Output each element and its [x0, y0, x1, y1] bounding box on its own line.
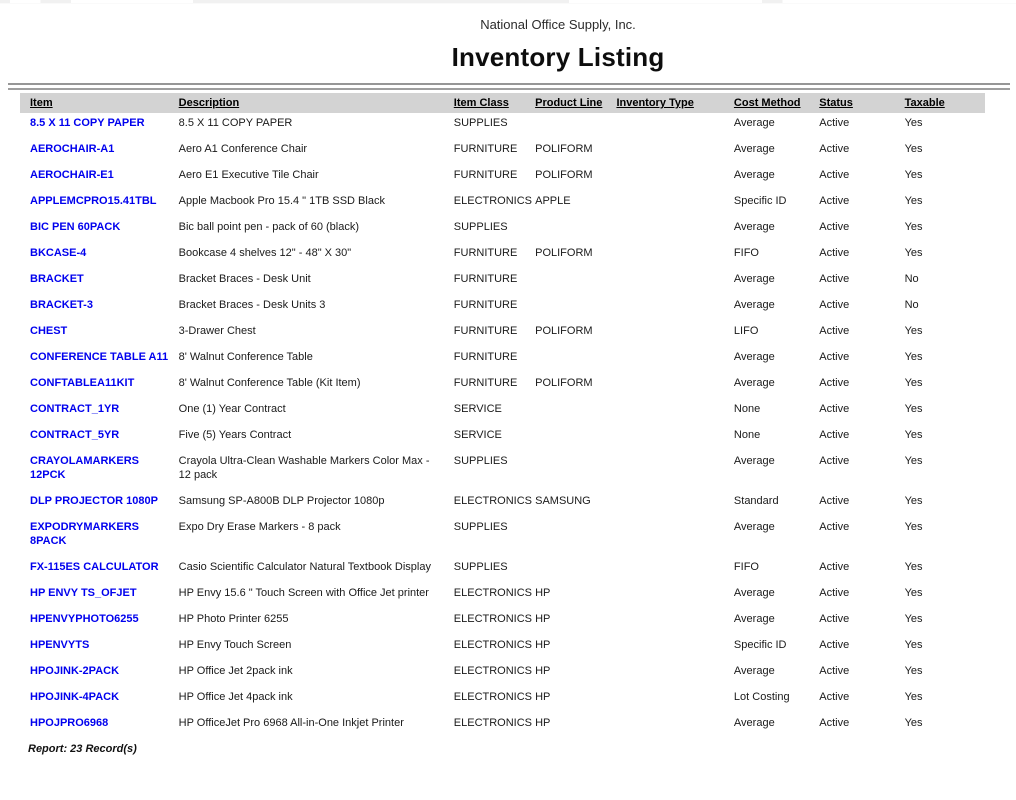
cell-description: HP Envy Touch Screen: [178, 639, 292, 651]
cell-cost_method: Average: [733, 613, 775, 625]
cell-item_class: ELECTRONICS: [453, 639, 533, 651]
cell-taxable: Yes: [904, 587, 923, 599]
cell-cost_method: Average: [733, 521, 775, 533]
table-row: [20, 517, 985, 557]
cell-item_class: FURNITURE: [453, 247, 518, 259]
table-row: [20, 491, 985, 517]
cell-product_line: [535, 295, 616, 321]
table-row: [20, 165, 985, 191]
cell-inventory_type: [616, 373, 733, 399]
cell-status: Active: [819, 247, 850, 259]
cell-product_line: POLIFORM: [535, 143, 593, 155]
table-row: [20, 347, 985, 373]
cell-product_line: HP: [535, 665, 551, 677]
cell-product_line: [535, 113, 616, 139]
item-link[interactable]: CONTRACT_1YR: [30, 403, 120, 415]
item-link[interactable]: 8.5 X 11 COPY PAPER: [30, 117, 145, 129]
cell-cost_method: Specific ID: [733, 195, 787, 207]
cell-item_class: FURNITURE: [453, 143, 518, 155]
cell-item_class: SUPPLIES: [453, 221, 508, 233]
cell-product_line: [535, 517, 616, 557]
cell-description: Bracket Braces - Desk Units 3: [178, 299, 326, 311]
cell-status: Active: [819, 169, 850, 181]
table-row: [20, 295, 985, 321]
cell-product_line: HP: [535, 587, 551, 599]
table-row: [20, 609, 985, 635]
cell-product_line: [535, 217, 616, 243]
cell-taxable: Yes: [904, 247, 923, 259]
cell-product_line: [535, 425, 616, 451]
column-header-taxable: Taxable: [905, 93, 985, 113]
cell-description: One (1) Year Contract: [178, 403, 286, 415]
cell-inventory_type: [616, 321, 733, 347]
item-link[interactable]: BRACKET: [30, 273, 84, 285]
cell-cost_method: Average: [733, 455, 775, 467]
cell-description: Bookcase 4 shelves 12" - 48" X 30": [178, 247, 352, 259]
cell-cost_method: FIFO: [733, 247, 759, 259]
cell-taxable: Yes: [904, 325, 923, 337]
cell-product_line: [535, 451, 616, 491]
cell-product_line: HP: [535, 639, 551, 651]
cell-item_class: ELECTRONICS: [453, 613, 533, 625]
cell-cost_method: Average: [733, 143, 775, 155]
cell-status: Active: [819, 717, 850, 729]
cell-inventory_type: [616, 269, 733, 295]
cell-description: HP Office Jet 4pack ink: [178, 691, 293, 703]
cell-inventory_type: [616, 583, 733, 609]
cell-inventory_type: [616, 517, 733, 557]
item-link[interactable]: HP ENVY TS_OFJET: [30, 587, 137, 599]
table-row: [20, 635, 985, 661]
cell-cost_method: Specific ID: [733, 639, 787, 651]
item-link[interactable]: HPOJINK-2PACK: [30, 665, 120, 677]
table-row: [20, 373, 985, 399]
item-link[interactable]: CHEST: [30, 325, 68, 337]
cell-status: Active: [819, 521, 850, 533]
cell-inventory_type: [616, 609, 733, 635]
cell-status: Active: [819, 377, 850, 389]
cell-status: Active: [819, 455, 850, 467]
cell-inventory_type: [616, 557, 733, 583]
cell-taxable: Yes: [904, 561, 923, 573]
cell-cost_method: Average: [733, 273, 775, 285]
cell-description: 8' Walnut Conference Table (Kit Item): [178, 377, 361, 389]
cell-taxable: Yes: [904, 117, 923, 129]
cell-description: Expo Dry Erase Markers - 8 pack: [178, 521, 341, 533]
cell-status: Active: [819, 273, 850, 285]
column-header-cost_method: Cost Method: [734, 93, 819, 113]
cell-item_class: ELECTRONICS: [453, 691, 533, 703]
cell-product_line: HP: [535, 613, 551, 625]
cell-description: Aero A1 Conference Chair: [178, 143, 308, 155]
cell-status: Active: [819, 429, 850, 441]
item-link[interactable]: CRAYOLAMARKERS 12PCK: [30, 455, 139, 481]
cell-inventory_type: [616, 217, 733, 243]
cell-taxable: Yes: [904, 455, 923, 467]
cell-status: Active: [819, 691, 850, 703]
cell-inventory_type: [616, 347, 733, 373]
cell-cost_method: Average: [733, 299, 775, 311]
item-link[interactable]: APPLEMCPRO15.41TBL: [30, 195, 157, 207]
cell-product_line: SAMSUNG: [535, 495, 591, 507]
cell-taxable: Yes: [904, 351, 923, 363]
cell-description: Bic ball point pen - pack of 60 (black): [178, 221, 360, 233]
table-row: [20, 583, 985, 609]
cell-inventory_type: [616, 139, 733, 165]
cell-description: Five (5) Years Contract: [178, 429, 292, 441]
table-header-row: [20, 93, 985, 113]
cell-product_line: POLIFORM: [535, 247, 593, 259]
cell-cost_method: Average: [733, 351, 775, 363]
table-row: [20, 113, 985, 139]
company-name: National Office Supply, Inc.: [480, 17, 636, 32]
cell-cost_method: Average: [733, 117, 775, 129]
cell-product_line: APPLE: [535, 195, 571, 207]
cell-inventory_type: [616, 635, 733, 661]
cell-status: Active: [819, 587, 850, 599]
cell-inventory_type: [616, 425, 733, 451]
cell-status: Active: [819, 143, 850, 155]
table-row: [20, 557, 985, 583]
cell-description: HP Photo Printer 6255: [178, 613, 289, 625]
cell-description: Casio Scientific Calculator Natural Textbook Display: [178, 561, 431, 573]
item-link[interactable]: BKCASE-4: [30, 247, 87, 259]
cell-product_line: HP: [535, 691, 551, 703]
cell-inventory_type: [616, 191, 733, 217]
report-header: [0, 4, 1016, 73]
table-row: [20, 425, 985, 451]
cell-inventory_type: [616, 713, 733, 739]
item-link[interactable]: HPENVYTS: [30, 639, 90, 651]
cell-item_class: SUPPLIES: [453, 455, 508, 467]
cell-description: Apple Macbook Pro 15.4 " 1TB SSD Black: [178, 195, 385, 207]
table-row: [20, 139, 985, 165]
cell-item_class: FURNITURE: [453, 273, 518, 285]
column-header-product_line: Product Line: [535, 93, 616, 113]
cell-status: Active: [819, 299, 850, 311]
column-header-inventory_type: Inventory Type: [616, 93, 733, 113]
cell-product_line: POLIFORM: [535, 169, 593, 181]
cell-product_line: [535, 557, 616, 583]
cell-description: 3-Drawer Chest: [178, 325, 256, 337]
cell-taxable: Yes: [904, 521, 923, 533]
table-row: [20, 191, 985, 217]
cell-taxable: Yes: [904, 195, 923, 207]
cell-inventory_type: [616, 165, 733, 191]
cell-taxable: Yes: [904, 665, 923, 677]
table-row: [20, 661, 985, 687]
cell-item_class: ELECTRONICS: [453, 665, 533, 677]
cell-inventory_type: [616, 399, 733, 425]
cell-description: Aero E1 Executive Tile Chair: [178, 169, 319, 181]
cell-inventory_type: [616, 243, 733, 269]
title-divider: [8, 83, 1010, 90]
cell-item_class: FURNITURE: [453, 377, 518, 389]
column-header-item_class: Item Class: [454, 93, 535, 113]
item-link[interactable]: HPOJINK-4PACK: [30, 691, 120, 703]
cell-product_line: [535, 269, 616, 295]
cell-status: Active: [819, 495, 850, 507]
cell-taxable: Yes: [904, 639, 923, 651]
cell-inventory_type: [616, 661, 733, 687]
cell-status: Active: [819, 117, 850, 129]
cell-cost_method: Average: [733, 717, 775, 729]
cell-cost_method: Standard: [733, 495, 779, 507]
record-count: Report: 23 Record(s): [28, 743, 137, 755]
cell-description: HP Envy 15.6 " Touch Screen with Office Jet printer: [178, 587, 429, 599]
cell-description: 8.5 X 11 COPY PAPER: [178, 117, 293, 129]
table-row: [20, 269, 985, 295]
cell-product_line: POLIFORM: [535, 377, 593, 389]
cell-item_class: SUPPLIES: [453, 117, 508, 129]
cell-product_line: HP: [535, 717, 551, 729]
item-link[interactable]: EXPODRYMARKERS 8PACK: [30, 521, 139, 547]
cell-status: Active: [819, 351, 850, 363]
table-row: [20, 399, 985, 425]
cell-description: Bracket Braces - Desk Unit: [178, 273, 311, 285]
cell-cost_method: None: [733, 403, 761, 415]
cell-item_class: FURNITURE: [453, 169, 518, 181]
item-link[interactable]: FX-115ES CALCULATOR: [30, 561, 159, 573]
cell-item_class: SERVICE: [453, 429, 502, 441]
cell-taxable: No: [904, 273, 919, 285]
cell-cost_method: Lot Costing: [733, 691, 790, 703]
item-link[interactable]: HPOJPRO6968: [30, 717, 109, 729]
cell-taxable: Yes: [904, 169, 923, 181]
cell-taxable: Yes: [904, 429, 923, 441]
cell-inventory_type: [616, 687, 733, 713]
cell-inventory_type: [616, 295, 733, 321]
item-link[interactable]: AEROCHAIR-A1: [30, 143, 115, 155]
cell-taxable: Yes: [904, 403, 923, 415]
cell-taxable: Yes: [904, 143, 923, 155]
cell-description: Crayola Ultra-Clean Washable Markers Color Max - 12 pack: [178, 455, 430, 481]
cell-description: HP Office Jet 2pack ink: [178, 665, 293, 677]
cell-item_class: FURNITURE: [453, 325, 518, 337]
item-link[interactable]: CONFTABLEA11KIT: [30, 377, 135, 389]
table-row: [20, 687, 985, 713]
report-title: Inventory Listing: [451, 42, 665, 72]
cell-item_class: SUPPLIES: [453, 561, 508, 573]
cell-taxable: Yes: [904, 613, 923, 625]
cell-status: Active: [819, 613, 850, 625]
item-link[interactable]: HPENVYPHOTO6255: [30, 613, 139, 625]
column-header-status: Status: [819, 93, 904, 113]
table-row: [20, 451, 985, 491]
item-link[interactable]: AEROCHAIR-E1: [30, 169, 114, 181]
cell-cost_method: None: [733, 429, 761, 441]
cell-description: 8' Walnut Conference Table: [178, 351, 313, 363]
cell-inventory_type: [616, 451, 733, 491]
cell-cost_method: Average: [733, 221, 775, 233]
cell-taxable: No: [904, 299, 919, 311]
cell-status: Active: [819, 561, 850, 573]
cell-inventory_type: [616, 113, 733, 139]
item-link[interactable]: CONFERENCE TABLE A11: [30, 351, 169, 363]
cell-product_line: [535, 347, 616, 373]
cell-status: Active: [819, 639, 850, 651]
cell-cost_method: Average: [733, 169, 775, 181]
cell-cost_method: Average: [733, 665, 775, 677]
column-header-description: Description: [179, 93, 454, 113]
column-header-item: Item: [20, 93, 179, 113]
cell-description: Samsung SP-A800B DLP Projector 1080p: [178, 495, 385, 507]
cell-product_line: [535, 399, 616, 425]
item-link[interactable]: BRACKET-3: [30, 299, 93, 311]
cell-item_class: SUPPLIES: [453, 521, 508, 533]
cell-status: Active: [819, 403, 850, 415]
inventory-table: [20, 93, 985, 739]
table-row: [20, 713, 985, 739]
item-link[interactable]: BIC PEN 60PACK: [30, 221, 121, 233]
cell-inventory_type: [616, 491, 733, 517]
table-row: [20, 243, 985, 269]
cell-item_class: ELECTRONICS: [453, 717, 533, 729]
cell-item_class: ELECTRONICS: [453, 195, 533, 207]
cell-cost_method: Average: [733, 587, 775, 599]
cell-cost_method: LIFO: [733, 325, 759, 337]
cell-product_line: POLIFORM: [535, 325, 593, 337]
cell-taxable: Yes: [904, 377, 923, 389]
cell-taxable: Yes: [904, 221, 923, 233]
table-row: [20, 217, 985, 243]
cell-cost_method: Average: [733, 377, 775, 389]
cell-cost_method: FIFO: [733, 561, 759, 573]
cell-status: Active: [819, 325, 850, 337]
cell-item_class: FURNITURE: [453, 351, 518, 363]
cell-item_class: ELECTRONICS: [453, 587, 533, 599]
cell-description: HP OfficeJet Pro 6968 All-in-One Inkjet Printer: [178, 717, 404, 729]
cell-item_class: ELECTRONICS: [453, 495, 533, 507]
cell-taxable: Yes: [904, 495, 923, 507]
table-row: [20, 321, 985, 347]
cell-item_class: SERVICE: [453, 403, 502, 415]
item-link[interactable]: CONTRACT_5YR: [30, 429, 120, 441]
item-link[interactable]: DLP PROJECTOR 1080P: [30, 495, 158, 507]
cell-status: Active: [819, 195, 850, 207]
cell-taxable: Yes: [904, 691, 923, 703]
cell-taxable: Yes: [904, 717, 923, 729]
cell-item_class: FURNITURE: [453, 299, 518, 311]
cell-status: Active: [819, 221, 850, 233]
cell-status: Active: [819, 665, 850, 677]
